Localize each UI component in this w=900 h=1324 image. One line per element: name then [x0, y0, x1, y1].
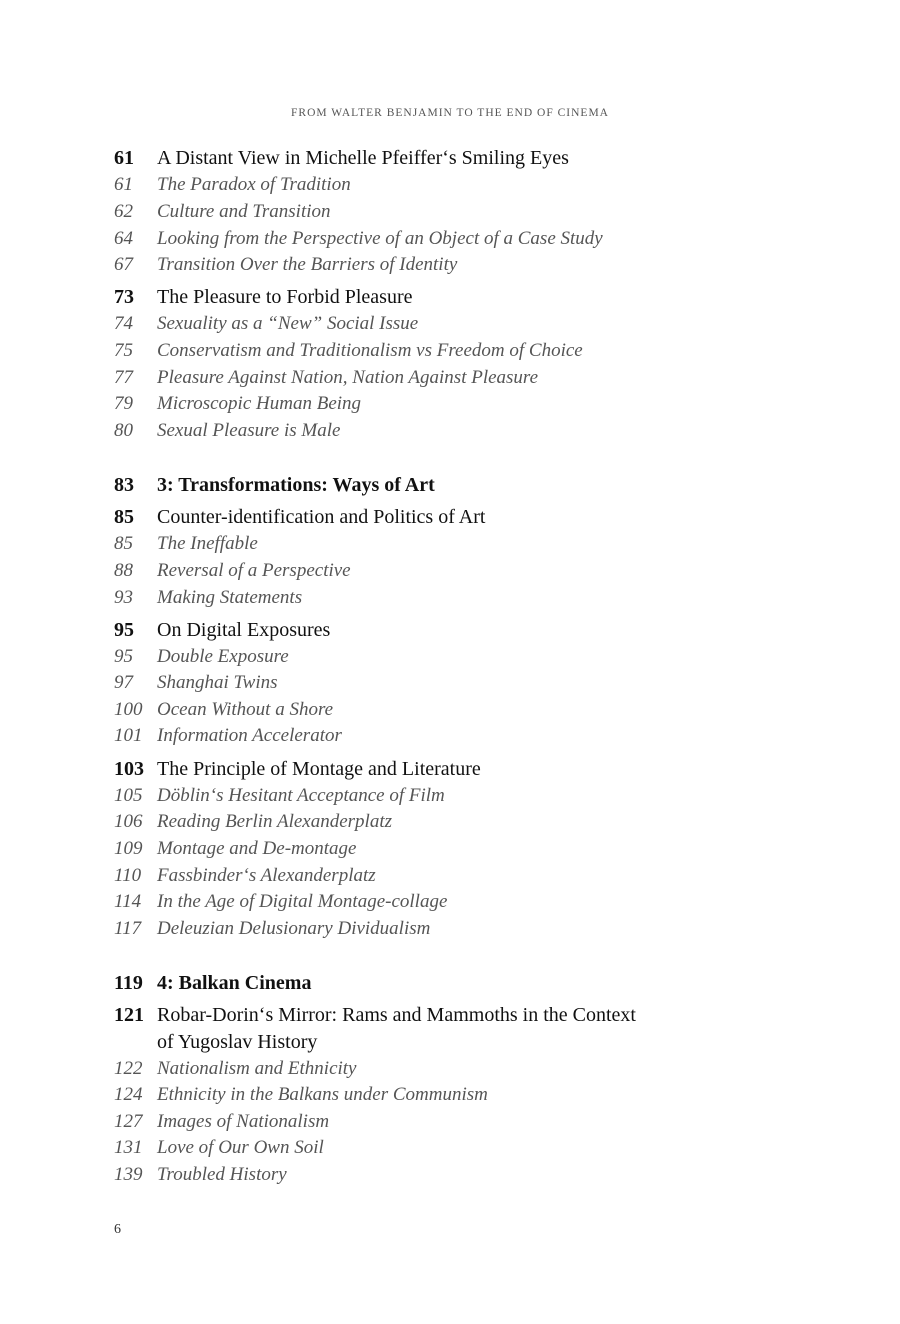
toc-page-number: 85 — [114, 506, 134, 528]
toc-title: Sexual Pleasure is Male — [157, 420, 341, 441]
toc-page-number: 109 — [114, 838, 143, 859]
toc-title: Conservatism and Traditionalism vs Freedom of Choice — [157, 340, 583, 361]
toc-title: Nationalism and Ethnicity — [157, 1058, 357, 1079]
toc-page-number: 101 — [114, 725, 143, 746]
toc-page-number: 95 — [114, 646, 133, 667]
toc-title: Images of Nationalism — [157, 1111, 330, 1132]
toc-title: The Pleasure to Forbid Pleasure — [157, 286, 413, 308]
toc-page-number: 79 — [114, 393, 133, 414]
toc-page-number: 64 — [114, 228, 133, 249]
toc-page-number: 62 — [114, 201, 133, 222]
toc-page-number: 67 — [114, 254, 133, 275]
toc-page-number: 75 — [114, 340, 133, 361]
toc-title: Montage and De-montage — [157, 838, 357, 859]
toc-title: Pleasure Against Nation, Nation Against Pleasure — [157, 367, 539, 388]
toc-title: Ethnicity in the Balkans under Communism — [157, 1084, 488, 1105]
toc-page-number: 131 — [114, 1137, 143, 1158]
toc-title: 4: Balkan Cinema — [157, 972, 312, 994]
toc-page-number: 119 — [114, 972, 143, 994]
toc-title: Double Exposure — [157, 646, 289, 667]
toc-title: Transition Over the Barriers of Identity — [157, 254, 458, 275]
toc-page-number: 61 — [114, 147, 134, 169]
toc-title: Counter-identification and Politics of Art — [157, 506, 486, 528]
toc-title: 3: Transformations: Ways of Art — [157, 474, 435, 496]
toc-page-number: 100 — [114, 699, 143, 720]
toc-title: Making Statements — [157, 587, 303, 608]
toc-page-number: 105 — [114, 785, 143, 806]
toc-title: Deleuzian Delusionary Dividualism — [157, 918, 431, 939]
toc-title: Information Accelerator — [157, 725, 342, 746]
toc-page-number: 88 — [114, 560, 133, 581]
toc-page-number: 117 — [114, 918, 142, 939]
toc-title: Reversal of a Perspective — [157, 560, 351, 581]
toc-title: The Paradox of Tradition — [157, 174, 351, 195]
toc-page-number: 74 — [114, 313, 133, 334]
toc-page-number: 103 — [114, 758, 144, 780]
toc-title: The Principle of Montage and Literature — [157, 758, 481, 780]
toc-page-number: 93 — [114, 587, 133, 608]
toc-title: Döblin‘s Hesitant Acceptance of Film — [157, 785, 445, 806]
toc-title: Troubled History — [157, 1164, 287, 1185]
toc-page-number: 127 — [114, 1111, 143, 1132]
toc-page-number: 121 — [114, 1004, 144, 1026]
toc-page-number: 124 — [114, 1084, 143, 1105]
toc-title: Looking from the Perspective of an Object of a Case Study — [157, 228, 603, 249]
running-head: FROM WALTER BENJAMIN TO THE END OF CINEMA — [291, 107, 609, 119]
toc-page-number: 85 — [114, 533, 133, 554]
toc-title: In the Age of Digital Montage-collage — [157, 891, 448, 912]
toc-title: Shanghai Twins — [157, 672, 278, 693]
toc-title: Reading Berlin Alexanderplatz — [157, 811, 392, 832]
toc-page-number: 139 — [114, 1164, 143, 1185]
toc-page-number: 83 — [114, 474, 134, 496]
toc-title: Love of Our Own Soil — [157, 1137, 324, 1158]
toc-title: Ocean Without a Shore — [157, 699, 334, 720]
toc-page-number: 122 — [114, 1058, 143, 1079]
toc-page-number: 61 — [114, 174, 133, 195]
toc-page-number: 97 — [114, 672, 133, 693]
toc-title: The Ineffable — [157, 533, 258, 554]
toc-page-number: 73 — [114, 286, 134, 308]
toc-page-number: 95 — [114, 619, 134, 641]
toc-title: A Distant View in Michelle Pfeiffer‘s Smiling Eyes — [157, 147, 569, 169]
toc-title: of Yugoslav History — [157, 1031, 318, 1053]
toc-title: On Digital Exposures — [157, 619, 331, 641]
toc-page-number: 80 — [114, 420, 133, 441]
page-number: 6 — [114, 1222, 121, 1237]
toc-title: Microscopic Human Being — [157, 393, 362, 414]
toc-page-number: 77 — [114, 367, 133, 388]
toc-title: Fassbinder‘s Alexanderplatz — [157, 865, 376, 886]
toc-title: Culture and Transition — [157, 201, 331, 222]
toc-title: Sexuality as a “New” Social Issue — [157, 313, 419, 334]
toc-title: Robar-Dorin‘s Mirror: Rams and Mammoths in the Context — [157, 1004, 636, 1026]
toc-page-number: 110 — [114, 865, 142, 886]
toc-page-number: 114 — [114, 891, 142, 912]
toc-page-number: 106 — [114, 811, 143, 832]
